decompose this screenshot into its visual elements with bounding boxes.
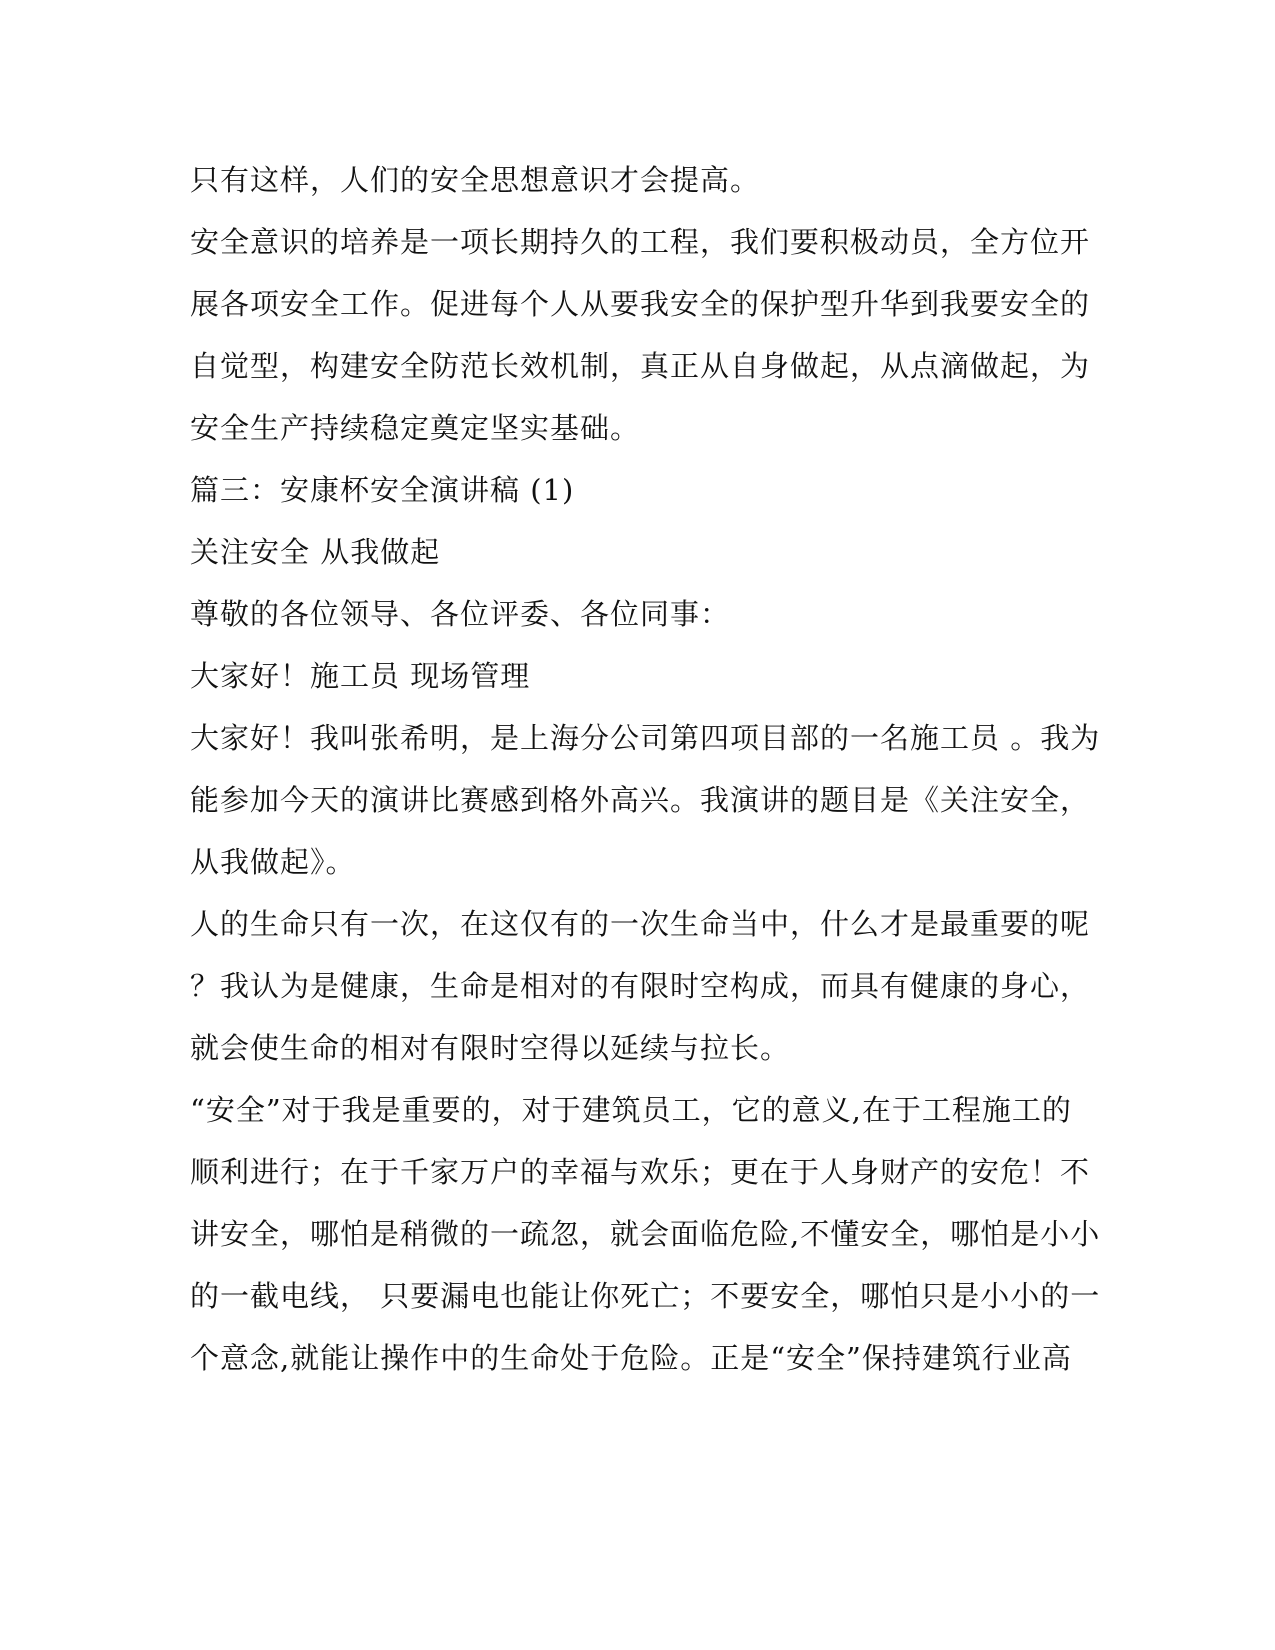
text-line: 就会使生命的相对有限时空得以延续与拉长。	[190, 1031, 791, 1065]
text-line: 从我做起》。	[190, 845, 356, 879]
text-line: 安全生产持续稳定奠定坚实基础。	[190, 411, 641, 445]
text-line: ？我认为是健康，生命是相对的有限时空构成，而具有健康的身心，	[190, 969, 1091, 1003]
section-heading: 篇三：安康杯安全演讲稿 (1)	[190, 473, 575, 507]
text-line: 安全意识的培养是一项长期持久的工程，我们要积极动员，全方位开	[190, 225, 1091, 259]
text-line: 的一截电线， 只要漏电也能让你死亡；不要安全，哪怕只是小小的一	[190, 1279, 1101, 1313]
text-line: 讲安全，哪怕是稍微的一疏忽，就会面临危险,不懂安全，哪怕是小小	[190, 1217, 1101, 1251]
speech-title: 关注安全 从我做起	[190, 535, 441, 569]
text-line: 展各项安全工作。促进每个人从要我安全的保护型升华到我要安全的	[190, 287, 1091, 321]
salutation: 尊敬的各位领导、各位评委、各位同事：	[190, 597, 731, 631]
text-line: “安全”对于我是重要的，对于建筑员工，它的意义,在于工程施工的	[190, 1093, 1072, 1127]
text-line: 大家好！我叫张希明，是上海分公司第四项目部的一名施工员 。我为	[190, 721, 1101, 755]
text-line: 人的生命只有一次，在这仅有的一次生命当中，什么才是最重要的呢	[190, 907, 1091, 941]
text-line: 自觉型，构建安全防范长效机制，真正从自身做起，从点滴做起，为	[190, 349, 1091, 383]
text-line: 能参加今天的演讲比赛感到格外高兴。我演讲的题目是《关注安全，	[190, 783, 1091, 817]
text-line: 顺利进行；在于千家万户的幸福与欢乐；更在于人身财产的安危！不	[190, 1155, 1091, 1189]
text-line: 大家好！施工员 现场管理	[190, 659, 531, 693]
text-line: 只有这样，人们的安全思想意识才会提高。	[190, 163, 761, 197]
text-line: 个意念,就能让操作中的生命处于危险。正是“安全”保持建筑行业高	[190, 1341, 1072, 1375]
